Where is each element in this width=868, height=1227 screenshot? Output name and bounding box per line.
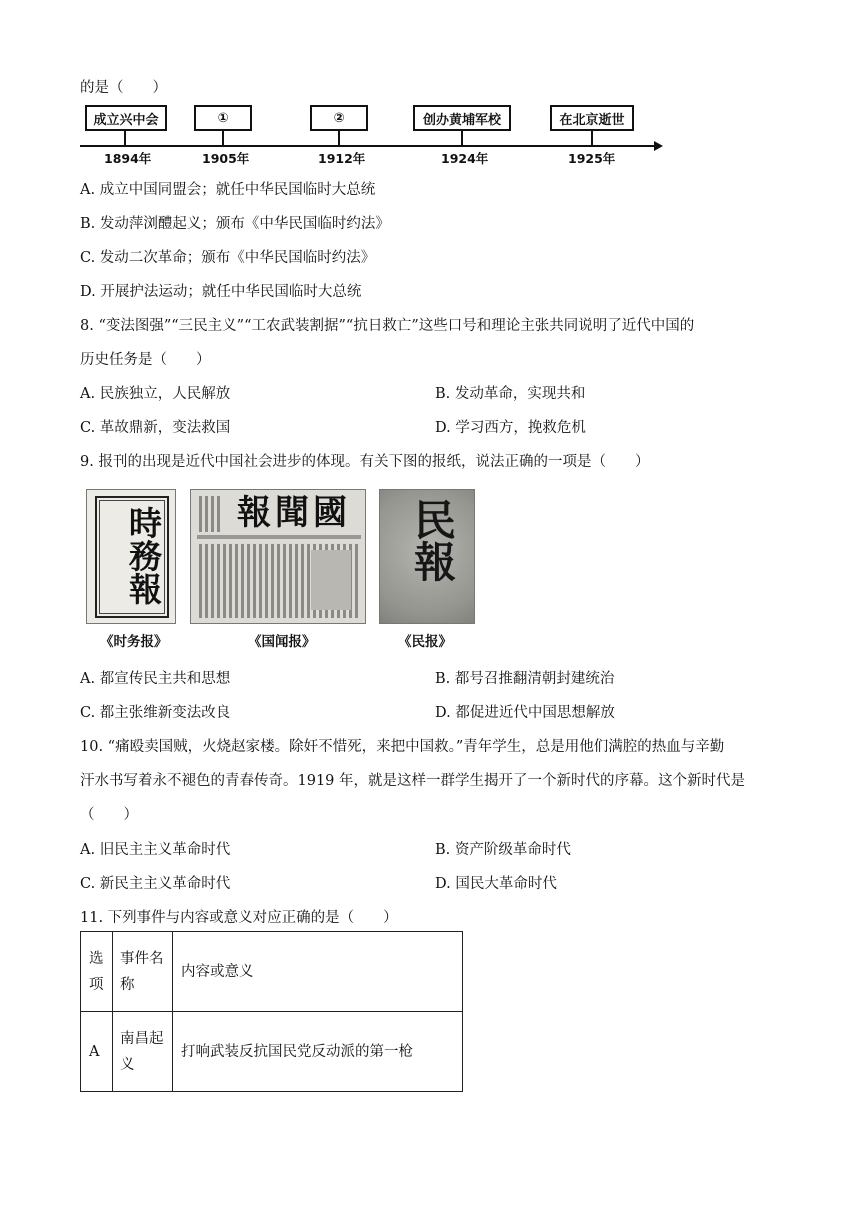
q7-stem-tail: 的是（ ）: [80, 80, 167, 96]
q10-stem: 10. “痛殴卖国贼，火烧赵家楼。除奸不惜死，来把中国救。”青年学生，总是用他们满腔的热血与辛勤: [80, 739, 725, 755]
q8-option-a[interactable]: A. 民族独立，人民解放: [80, 386, 231, 402]
table-header-row: [81, 932, 463, 1012]
table-header-cell: 内容或意义: [173, 932, 463, 1012]
minbao-caption: 《民报》: [398, 634, 452, 650]
timeline-tick: [124, 131, 126, 145]
q9-option-a[interactable]: A. 都宣传民主共和思想: [80, 671, 231, 687]
timeline-arrow-icon: [654, 141, 663, 151]
q8-option-b[interactable]: B. 发动革命，实现共和: [435, 386, 586, 402]
guowenbao-image: [190, 489, 366, 624]
table-cell: 打响武装反抗国民党反动派的第一枪: [173, 1012, 463, 1092]
q11-table: [80, 931, 463, 1092]
timeline-event-box: 在北京逝世: [550, 105, 634, 131]
table-row: [81, 1012, 463, 1092]
q7-option-b[interactable]: B. 发动萍浏醴起义；颁布《中华民国临时约法》: [80, 216, 390, 232]
timeline-event-box: ②: [310, 105, 368, 131]
shiwubao-image: [86, 489, 176, 624]
shiwubao-caption: 《时务报》: [100, 634, 168, 650]
minbao-masthead: 民報: [408, 498, 457, 582]
q8-stem: 8. “变法图强”“三民主义”“工农武装割据”“抗日救亡”这些口号和理论主张共同说明了近代中国的: [80, 318, 695, 334]
guowenbao-caption: 《国闻报》: [248, 634, 316, 650]
timeline-year: 1925年: [568, 151, 616, 166]
table-header-cell: 选项: [81, 932, 113, 1012]
q10-stem: 汗水书写着永不褪色的青春传奇。1919 年，就是这样一群学生揭开了一个新时代的序幕。这个新时代是: [80, 773, 746, 789]
q7-option-a[interactable]: A. 成立中国同盟会；就任中华民国临时大总统: [80, 182, 376, 198]
q7-option-c[interactable]: C. 发动二次革命；颁布《中华民国临时约法》: [80, 250, 376, 266]
q9-stem: 9. 报刊的出现是近代中国社会进步的体现。有关下图的报纸，说法正确的一项是（ ）: [80, 454, 650, 470]
table-cell: A: [81, 1012, 113, 1092]
timeline-event-box: 创办黄埔军校: [413, 105, 511, 131]
q9-option-c[interactable]: C. 都主张维新变法改良: [80, 705, 231, 721]
timeline-year: 1894年: [104, 151, 152, 166]
q10-option-c[interactable]: C. 新民主主义革命时代: [80, 876, 231, 892]
q10-option-a[interactable]: A. 旧民主主义革命时代: [80, 842, 231, 858]
timeline-event-box: ①: [194, 105, 252, 131]
timeline-axis: [80, 145, 658, 147]
timeline-tick: [222, 131, 224, 145]
table-header-cell: 事件名称: [113, 932, 173, 1012]
guowenbao-masthead: 國聞報: [237, 493, 351, 533]
q10-stem: （ ）: [80, 807, 138, 823]
timeline-event-box: 成立兴中会: [85, 105, 167, 131]
timeline-year: 1905年: [202, 151, 250, 166]
q8-option-c[interactable]: C. 革故鼎新，变法救国: [80, 420, 231, 436]
q10-option-d[interactable]: D. 国民大革命时代: [435, 876, 557, 892]
timeline-tick: [338, 131, 340, 145]
timeline-tick: [461, 131, 463, 145]
q7-option-d[interactable]: D. 开展护法运动；就任中华民国临时大总统: [80, 284, 362, 300]
shiwubao-masthead: 時務報: [124, 506, 163, 605]
q9-option-b[interactable]: B. 都号召推翻清朝封建统治: [435, 671, 615, 687]
table-cell: 南昌起义: [113, 1012, 173, 1092]
q9-option-d[interactable]: D. 都促进近代中国思想解放: [435, 705, 615, 721]
q8-stem: 历史任务是（ ）: [80, 352, 211, 368]
timeline-tick: [591, 131, 593, 145]
timeline-year: 1924年: [441, 151, 489, 166]
q11-stem: 11. 下列事件与内容或意义对应正确的是（ ）: [80, 910, 398, 926]
minbao-image: [379, 489, 475, 624]
timeline-year: 1912年: [318, 151, 366, 166]
q8-option-d[interactable]: D. 学习西方，挽救危机: [435, 420, 586, 436]
q10-option-b[interactable]: B. 资产阶级革命时代: [435, 842, 571, 858]
